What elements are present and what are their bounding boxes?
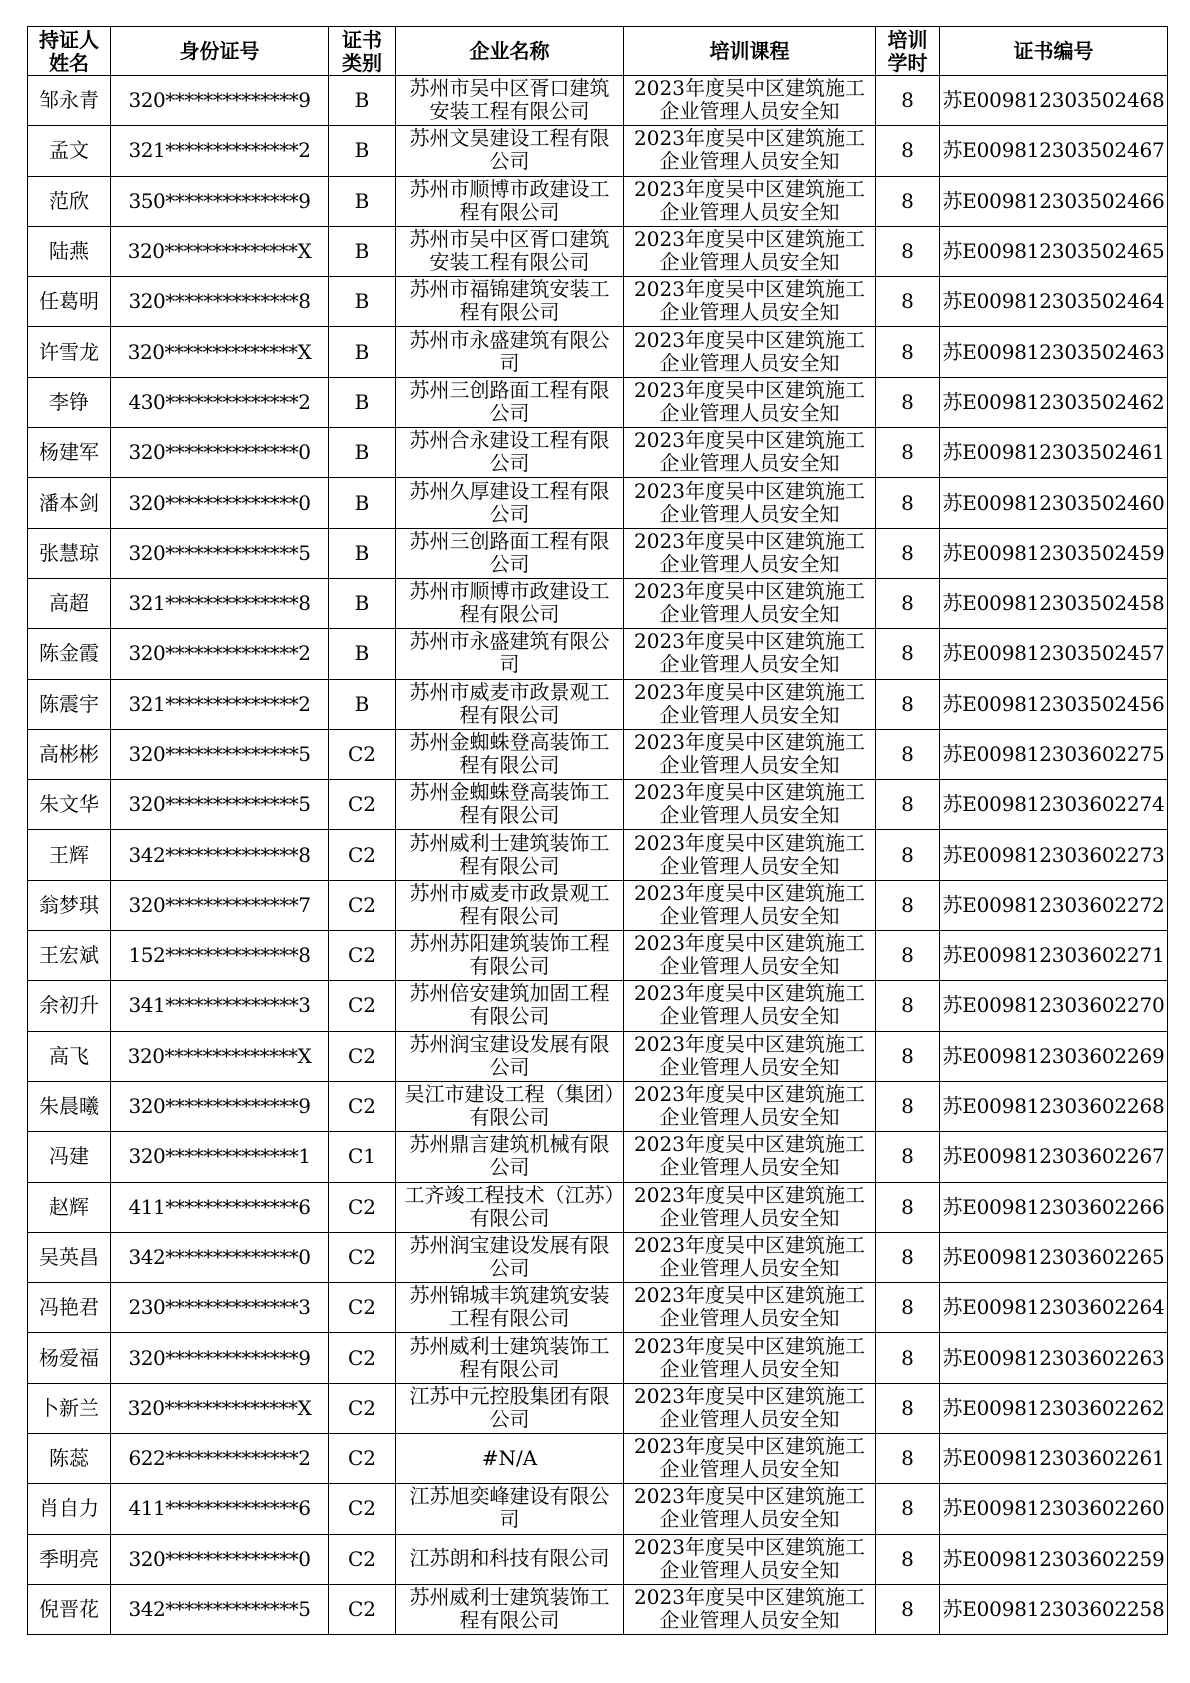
holder-name-cell: 邹永青	[28, 76, 111, 126]
course-cell: 2023年度吴中区建筑施工企业管理人员安全知	[624, 528, 876, 578]
table-row	[28, 830, 1168, 880]
holder-name-cell: 杨爱福	[28, 1333, 111, 1383]
cert-type-cell: B	[329, 478, 396, 528]
table-row	[28, 578, 1168, 628]
company-cell: 苏州市吴中区胥口建筑安装工程有限公司	[396, 226, 624, 276]
table-row	[28, 1031, 1168, 1081]
company-cell: 吴江市建设工程（集团）有限公司	[396, 1081, 624, 1131]
hours-cell: 8	[876, 1434, 940, 1484]
holder-name-cell: 李铮	[28, 377, 111, 427]
holder-name-cell: 王宏斌	[28, 931, 111, 981]
company-cell: 江苏中元控股集团有限公司	[396, 1383, 624, 1433]
holder-name-cell: 张慧琼	[28, 528, 111, 578]
hours-cell: 8	[876, 1534, 940, 1584]
holder-name-cell: 高飞	[28, 1031, 111, 1081]
course-cell: 2023年度吴中区建筑施工企业管理人员安全知	[624, 176, 876, 226]
header-id-number: 身份证号	[111, 27, 329, 76]
company-cell: 工齐竣工程技术（江苏）有限公司	[396, 1182, 624, 1232]
table-row	[28, 327, 1168, 377]
hours-cell: 8	[876, 1182, 940, 1232]
course-cell: 2023年度吴中区建筑施工企业管理人员安全知	[624, 277, 876, 327]
id-number-cell: 321**************2	[111, 126, 329, 176]
hours-cell: 8	[876, 1484, 940, 1534]
cert-type-cell: C2	[329, 780, 396, 830]
hours-cell: 8	[876, 679, 940, 729]
table-row	[28, 1132, 1168, 1182]
company-cell: 苏州金蜘蛛登高装饰工程有限公司	[396, 729, 624, 779]
cert-no-cell: 苏E009812303502464	[940, 277, 1168, 327]
course-cell: 2023年度吴中区建筑施工企业管理人员安全知	[624, 1182, 876, 1232]
cert-type-cell: C2	[329, 1584, 396, 1634]
cert-type-cell: B	[329, 428, 396, 478]
table-row	[28, 1383, 1168, 1433]
cert-type-cell: C2	[329, 1283, 396, 1333]
company-cell: 苏州市威麦市政景观工程有限公司	[396, 880, 624, 930]
course-cell: 2023年度吴中区建筑施工企业管理人员安全知	[624, 1584, 876, 1634]
id-number-cell: 350**************9	[111, 176, 329, 226]
id-number-cell: 430**************2	[111, 377, 329, 427]
cert-no-cell: 苏E009812303502463	[940, 327, 1168, 377]
hours-cell: 8	[876, 1232, 940, 1282]
cert-type-cell: C2	[329, 931, 396, 981]
cert-no-cell: 苏E009812303502466	[940, 176, 1168, 226]
id-number-cell: 230**************3	[111, 1283, 329, 1333]
company-cell: 苏州市顺博市政建设工程有限公司	[396, 176, 624, 226]
course-cell: 2023年度吴中区建筑施工企业管理人员安全知	[624, 428, 876, 478]
hours-cell: 8	[876, 528, 940, 578]
cert-no-cell: 苏E009812303502457	[940, 629, 1168, 679]
cert-no-cell: 苏E009812303602261	[940, 1434, 1168, 1484]
holder-name-cell: 冯建	[28, 1132, 111, 1182]
course-cell: 2023年度吴中区建筑施工企业管理人员安全知	[624, 981, 876, 1031]
id-number-cell: 320**************1	[111, 1132, 329, 1182]
company-cell: 苏州市吴中区胥口建筑安装工程有限公司	[396, 76, 624, 126]
hours-cell: 8	[876, 226, 940, 276]
hours-cell: 8	[876, 1383, 940, 1433]
cert-type-cell: B	[329, 528, 396, 578]
course-cell: 2023年度吴中区建筑施工企业管理人员安全知	[624, 126, 876, 176]
course-cell: 2023年度吴中区建筑施工企业管理人员安全知	[624, 1132, 876, 1182]
company-cell: 苏州市顺博市政建设工程有限公司	[396, 578, 624, 628]
company-cell: #N/A	[396, 1434, 624, 1484]
company-cell: 苏州市福锦建筑安装工程有限公司	[396, 277, 624, 327]
course-cell: 2023年度吴中区建筑施工企业管理人员安全知	[624, 780, 876, 830]
cert-no-cell: 苏E009812303502467	[940, 126, 1168, 176]
id-number-cell: 342**************8	[111, 830, 329, 880]
course-cell: 2023年度吴中区建筑施工企业管理人员安全知	[624, 1484, 876, 1534]
cert-type-cell: B	[329, 377, 396, 427]
hours-cell: 8	[876, 1333, 940, 1383]
cert-type-cell: C2	[329, 1434, 396, 1484]
table-header	[28, 27, 1168, 76]
table-row	[28, 629, 1168, 679]
cert-type-cell: C2	[329, 1484, 396, 1534]
cert-no-cell: 苏E009812303602266	[940, 1182, 1168, 1232]
holder-name-cell: 陈金霞	[28, 629, 111, 679]
cert-type-cell: C2	[329, 1182, 396, 1232]
table-row	[28, 1484, 1168, 1534]
header-hours: 培训学时	[876, 27, 940, 76]
course-cell: 2023年度吴中区建筑施工企业管理人员安全知	[624, 76, 876, 126]
cert-type-cell: C2	[329, 729, 396, 779]
cert-no-cell: 苏E009812303502468	[940, 76, 1168, 126]
company-cell: 苏州合永建设工程有限公司	[396, 428, 624, 478]
company-cell: 苏州三创路面工程有限公司	[396, 528, 624, 578]
hours-cell: 8	[876, 780, 940, 830]
table-row	[28, 528, 1168, 578]
holder-name-cell: 吴英昌	[28, 1232, 111, 1282]
cert-type-cell: C1	[329, 1132, 396, 1182]
table-row	[28, 1333, 1168, 1383]
cert-type-cell: B	[329, 327, 396, 377]
table-row	[28, 780, 1168, 830]
company-cell: 苏州市永盛建筑有限公司	[396, 629, 624, 679]
cert-type-cell: C2	[329, 830, 396, 880]
cert-type-cell: B	[329, 629, 396, 679]
holder-name-cell: 高超	[28, 578, 111, 628]
id-number-cell: 320**************X	[111, 226, 329, 276]
hours-cell: 8	[876, 578, 940, 628]
id-number-cell: 320**************7	[111, 880, 329, 930]
header-course: 培训课程	[624, 27, 876, 76]
course-cell: 2023年度吴中区建筑施工企业管理人员安全知	[624, 679, 876, 729]
company-cell: 苏州威利士建筑装饰工程有限公司	[396, 830, 624, 880]
table-row	[28, 1534, 1168, 1584]
table-row	[28, 1232, 1168, 1282]
cert-type-cell: C2	[329, 1383, 396, 1433]
course-cell: 2023年度吴中区建筑施工企业管理人员安全知	[624, 327, 876, 377]
id-number-cell: 411**************6	[111, 1484, 329, 1534]
holder-name-cell: 孟文	[28, 126, 111, 176]
cert-no-cell: 苏E009812303502465	[940, 226, 1168, 276]
id-number-cell: 622**************2	[111, 1434, 329, 1484]
company-cell: 苏州苏阳建筑装饰工程有限公司	[396, 931, 624, 981]
course-cell: 2023年度吴中区建筑施工企业管理人员安全知	[624, 226, 876, 276]
company-cell: 苏州市威麦市政景观工程有限公司	[396, 679, 624, 729]
table-row	[28, 226, 1168, 276]
table-row	[28, 478, 1168, 528]
holder-name-cell: 潘本剑	[28, 478, 111, 528]
hours-cell: 8	[876, 478, 940, 528]
holder-name-cell: 许雪龙	[28, 327, 111, 377]
header-holder-name: 持证人姓名	[28, 27, 111, 76]
table-row	[28, 981, 1168, 1031]
id-number-cell: 320**************8	[111, 277, 329, 327]
hours-cell: 8	[876, 1584, 940, 1634]
holder-name-cell: 陆燕	[28, 226, 111, 276]
id-number-cell: 320**************0	[111, 478, 329, 528]
course-cell: 2023年度吴中区建筑施工企业管理人员安全知	[624, 1031, 876, 1081]
table-row	[28, 679, 1168, 729]
cert-type-cell: C2	[329, 1081, 396, 1131]
cert-type-cell: B	[329, 578, 396, 628]
course-cell: 2023年度吴中区建筑施工企业管理人员安全知	[624, 1081, 876, 1131]
cert-no-cell: 苏E009812303502459	[940, 528, 1168, 578]
company-cell: 江苏旭奕峰建设有限公司	[396, 1484, 624, 1534]
id-number-cell: 411**************6	[111, 1182, 329, 1232]
company-cell: 苏州润宝建设发展有限公司	[396, 1232, 624, 1282]
cert-no-cell: 苏E009812303602268	[940, 1081, 1168, 1131]
course-cell: 2023年度吴中区建筑施工企业管理人员安全知	[624, 931, 876, 981]
course-cell: 2023年度吴中区建筑施工企业管理人员安全知	[624, 377, 876, 427]
cert-no-cell: 苏E009812303602273	[940, 830, 1168, 880]
hours-cell: 8	[876, 880, 940, 930]
cert-no-cell: 苏E009812303502460	[940, 478, 1168, 528]
cert-no-cell: 苏E009812303602265	[940, 1232, 1168, 1282]
id-number-cell: 320**************0	[111, 1534, 329, 1584]
cert-type-cell: C2	[329, 880, 396, 930]
holder-name-cell: 王辉	[28, 830, 111, 880]
company-cell: 苏州倍安建筑加固工程有限公司	[396, 981, 624, 1031]
cert-type-cell: C2	[329, 1031, 396, 1081]
company-cell: 苏州金蜘蛛登高装饰工程有限公司	[396, 780, 624, 830]
hours-cell: 8	[876, 126, 940, 176]
cert-no-cell: 苏E009812303602275	[940, 729, 1168, 779]
holder-name-cell: 任葛明	[28, 277, 111, 327]
cert-no-cell: 苏E009812303602260	[940, 1484, 1168, 1534]
cert-type-cell: B	[329, 679, 396, 729]
holder-name-cell: 倪晋花	[28, 1584, 111, 1634]
cert-no-cell: 苏E009812303502458	[940, 578, 1168, 628]
certificate-table	[27, 26, 1168, 1635]
id-number-cell: 320**************2	[111, 629, 329, 679]
cert-no-cell: 苏E009812303602269	[940, 1031, 1168, 1081]
id-number-cell: 320**************5	[111, 729, 329, 779]
cert-no-cell: 苏E009812303502456	[940, 679, 1168, 729]
id-number-cell: 320**************9	[111, 1081, 329, 1131]
course-cell: 2023年度吴中区建筑施工企业管理人员安全知	[624, 1534, 876, 1584]
cert-no-cell: 苏E009812303602272	[940, 880, 1168, 930]
table-row	[28, 1283, 1168, 1333]
cert-type-cell: B	[329, 226, 396, 276]
table-row	[28, 377, 1168, 427]
id-number-cell: 321**************8	[111, 578, 329, 628]
company-cell: 苏州文昊建设工程有限公司	[396, 126, 624, 176]
cert-type-cell: B	[329, 76, 396, 126]
holder-name-cell: 余初升	[28, 981, 111, 1031]
company-cell: 苏州锦城丰筑建筑安装工程有限公司	[396, 1283, 624, 1333]
hours-cell: 8	[876, 327, 940, 377]
holder-name-cell: 范欣	[28, 176, 111, 226]
hours-cell: 8	[876, 931, 940, 981]
header-company: 企业名称	[396, 27, 624, 76]
table-row	[28, 176, 1168, 226]
course-cell: 2023年度吴中区建筑施工企业管理人员安全知	[624, 830, 876, 880]
id-number-cell: 341**************3	[111, 981, 329, 1031]
cert-no-cell: 苏E009812303602258	[940, 1584, 1168, 1634]
table-row	[28, 126, 1168, 176]
holder-name-cell: 陈蕊	[28, 1434, 111, 1484]
course-cell: 2023年度吴中区建筑施工企业管理人员安全知	[624, 1232, 876, 1282]
company-cell: 苏州市永盛建筑有限公司	[396, 327, 624, 377]
id-number-cell: 152**************8	[111, 931, 329, 981]
header-cert-no: 证书编号	[940, 27, 1168, 76]
holder-name-cell: 翁梦琪	[28, 880, 111, 930]
table-row	[28, 277, 1168, 327]
cert-type-cell: C2	[329, 1534, 396, 1584]
cert-no-cell: 苏E009812303602270	[940, 981, 1168, 1031]
id-number-cell: 342**************0	[111, 1232, 329, 1282]
company-cell: 苏州润宝建设发展有限公司	[396, 1031, 624, 1081]
cert-no-cell: 苏E009812303602267	[940, 1132, 1168, 1182]
table-row	[28, 1584, 1168, 1634]
id-number-cell: 320**************5	[111, 528, 329, 578]
hours-cell: 8	[876, 76, 940, 126]
hours-cell: 8	[876, 729, 940, 779]
holder-name-cell: 冯艳君	[28, 1283, 111, 1333]
id-number-cell: 320**************5	[111, 780, 329, 830]
cert-no-cell: 苏E009812303502461	[940, 428, 1168, 478]
hours-cell: 8	[876, 981, 940, 1031]
company-cell: 苏州久厚建设工程有限公司	[396, 478, 624, 528]
id-number-cell: 320**************X	[111, 327, 329, 377]
holder-name-cell: 杨建军	[28, 428, 111, 478]
id-number-cell: 320**************9	[111, 1333, 329, 1383]
hours-cell: 8	[876, 1081, 940, 1131]
hours-cell: 8	[876, 1132, 940, 1182]
table-row	[28, 1182, 1168, 1232]
table-row	[28, 931, 1168, 981]
cert-no-cell: 苏E009812303502462	[940, 377, 1168, 427]
holder-name-cell: 高彬彬	[28, 729, 111, 779]
cert-type-cell: C2	[329, 1232, 396, 1282]
hours-cell: 8	[876, 1283, 940, 1333]
cert-no-cell: 苏E009812303602263	[940, 1333, 1168, 1383]
company-cell: 苏州鼎言建筑机械有限公司	[396, 1132, 624, 1182]
header-row	[28, 27, 1168, 76]
id-number-cell: 320**************0	[111, 428, 329, 478]
course-cell: 2023年度吴中区建筑施工企业管理人员安全知	[624, 880, 876, 930]
cert-type-cell: B	[329, 176, 396, 226]
course-cell: 2023年度吴中区建筑施工企业管理人员安全知	[624, 1333, 876, 1383]
hours-cell: 8	[876, 377, 940, 427]
holder-name-cell: 赵辉	[28, 1182, 111, 1232]
company-cell: 江苏朗和科技有限公司	[396, 1534, 624, 1584]
course-cell: 2023年度吴中区建筑施工企业管理人员安全知	[624, 1383, 876, 1433]
id-number-cell: 320**************X	[111, 1031, 329, 1081]
company-cell: 苏州威利士建筑装饰工程有限公司	[396, 1584, 624, 1634]
cert-no-cell: 苏E009812303602271	[940, 931, 1168, 981]
hours-cell: 8	[876, 830, 940, 880]
id-number-cell: 342**************5	[111, 1584, 329, 1634]
header-cert-type: 证书类别	[329, 27, 396, 76]
cert-type-cell: C2	[329, 981, 396, 1031]
holder-name-cell: 朱文华	[28, 780, 111, 830]
course-cell: 2023年度吴中区建筑施工企业管理人员安全知	[624, 729, 876, 779]
hours-cell: 8	[876, 1031, 940, 1081]
table-row	[28, 1434, 1168, 1484]
hours-cell: 8	[876, 176, 940, 226]
course-cell: 2023年度吴中区建筑施工企业管理人员安全知	[624, 478, 876, 528]
table-row	[28, 428, 1168, 478]
table-row	[28, 1081, 1168, 1131]
cert-no-cell: 苏E009812303602274	[940, 780, 1168, 830]
holder-name-cell: 卜新兰	[28, 1383, 111, 1433]
table-body	[28, 76, 1168, 1635]
holder-name-cell: 季明亮	[28, 1534, 111, 1584]
hours-cell: 8	[876, 629, 940, 679]
cert-no-cell: 苏E009812303602262	[940, 1383, 1168, 1433]
cert-type-cell: C2	[329, 1333, 396, 1383]
cert-no-cell: 苏E009812303602264	[940, 1283, 1168, 1333]
course-cell: 2023年度吴中区建筑施工企业管理人员安全知	[624, 578, 876, 628]
holder-name-cell: 朱晨曦	[28, 1081, 111, 1131]
table-row	[28, 729, 1168, 779]
table-row	[28, 76, 1168, 126]
company-cell: 苏州威利士建筑装饰工程有限公司	[396, 1333, 624, 1383]
cert-type-cell: B	[329, 126, 396, 176]
id-number-cell: 321**************2	[111, 679, 329, 729]
cert-no-cell: 苏E009812303602259	[940, 1534, 1168, 1584]
hours-cell: 8	[876, 428, 940, 478]
holder-name-cell: 肖自力	[28, 1484, 111, 1534]
cert-type-cell: B	[329, 277, 396, 327]
course-cell: 2023年度吴中区建筑施工企业管理人员安全知	[624, 629, 876, 679]
holder-name-cell: 陈震宇	[28, 679, 111, 729]
course-cell: 2023年度吴中区建筑施工企业管理人员安全知	[624, 1283, 876, 1333]
id-number-cell: 320**************9	[111, 76, 329, 126]
id-number-cell: 320**************X	[111, 1383, 329, 1433]
company-cell: 苏州三创路面工程有限公司	[396, 377, 624, 427]
table-row	[28, 880, 1168, 930]
course-cell: 2023年度吴中区建筑施工企业管理人员安全知	[624, 1434, 876, 1484]
hours-cell: 8	[876, 277, 940, 327]
